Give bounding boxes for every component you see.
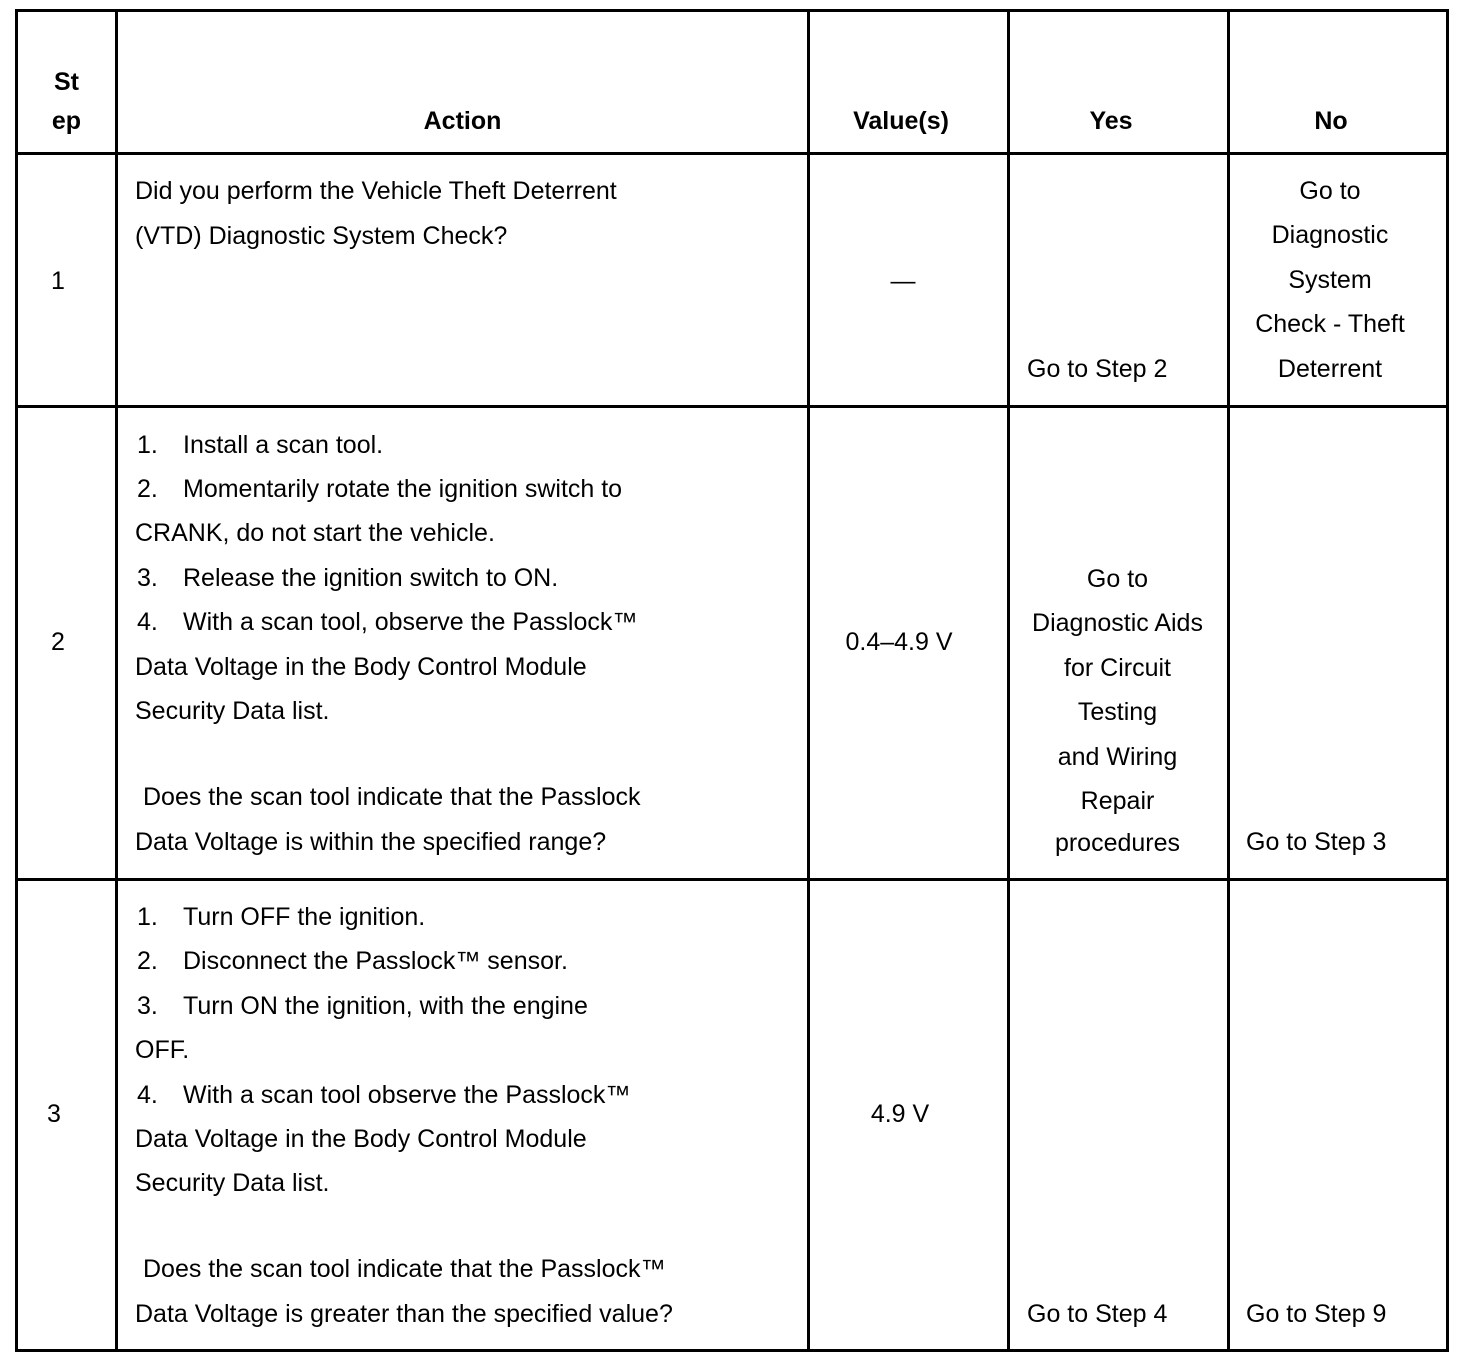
yes-cell: Go to Step 2 <box>1027 355 1168 383</box>
action-item: Release the ignition switch to ON. <box>183 564 559 592</box>
action-text: Did you perform the Vehicle Theft Deterrent <box>135 177 617 205</box>
column-divider <box>115 9 118 1352</box>
header-step: St ep <box>51 68 82 136</box>
action-item: With a scan tool observe the Passlock™ <box>183 1081 631 1109</box>
item-number: 3. <box>137 992 158 1020</box>
header-divider <box>15 152 1449 155</box>
action-item: Turn OFF the ignition. <box>183 903 426 931</box>
header-values: Value(s) <box>853 107 949 135</box>
header-no: No <box>1314 107 1348 135</box>
no-cell: Go to Diagnostic System Check - Theft Deterrent <box>1255 177 1405 383</box>
action-item: Disconnect the Passlock™ sensor. <box>183 947 568 975</box>
row-divider <box>15 405 1449 408</box>
value-cell: 4.9 V <box>870 1100 930 1128</box>
no-cell: Go to Step 9 <box>1246 1300 1387 1328</box>
action-question: Does the scan tool indicate that the Passlock™ <box>143 1255 666 1283</box>
row-divider <box>15 878 1449 881</box>
item-number: 2. <box>137 947 158 975</box>
header-action: Action <box>423 107 502 135</box>
step-number: 2 <box>51 628 65 656</box>
yes-cell: Go to Diagnostic Aids for Circuit Testing and Wiring Repair procedures <box>1032 565 1203 858</box>
action-text: (VTD) Diagnostic System Check? <box>135 222 508 250</box>
step-number: 1 <box>51 267 65 295</box>
action-item: Momentarily rotate the ignition switch to <box>183 475 623 503</box>
action-item-continued: CRANK, do not start the vehicle. <box>135 519 495 547</box>
action-question: Does the scan tool indicate that the Passlock <box>143 783 641 811</box>
action-item: With a scan tool, observe the Passlock™ <box>183 608 638 636</box>
action-item-continued: Data Voltage in the Body Control Module <box>135 1125 587 1153</box>
header-yes: Yes <box>1089 107 1133 135</box>
item-number: 1. <box>137 431 158 459</box>
action-item: Install a scan tool. <box>183 431 384 459</box>
action-question: Data Voltage is within the specified range? <box>135 828 607 856</box>
action-item-continued: Security Data list. <box>135 1169 330 1197</box>
action-item-continued: Security Data list. <box>135 697 330 725</box>
value-cell: 0.4–4.9 V <box>845 628 953 656</box>
item-number: 4. <box>137 608 158 636</box>
action-question: Data Voltage is greater than the specified value? <box>135 1300 673 1328</box>
step-number: 3 <box>47 1100 61 1128</box>
item-number: 4. <box>137 1081 158 1109</box>
action-item-continued: OFF. <box>135 1036 190 1064</box>
action-item: Turn ON the ignition, with the engine <box>183 992 588 1020</box>
action-item-continued: Data Voltage in the Body Control Module <box>135 653 587 681</box>
item-number: 3. <box>137 564 158 592</box>
item-number: 2. <box>137 475 158 503</box>
item-number: 1. <box>137 903 158 931</box>
no-cell: Go to Step 3 <box>1246 828 1387 856</box>
yes-cell: Go to Step 4 <box>1027 1300 1168 1328</box>
column-divider <box>807 9 810 1352</box>
value-cell: — <box>890 267 916 295</box>
